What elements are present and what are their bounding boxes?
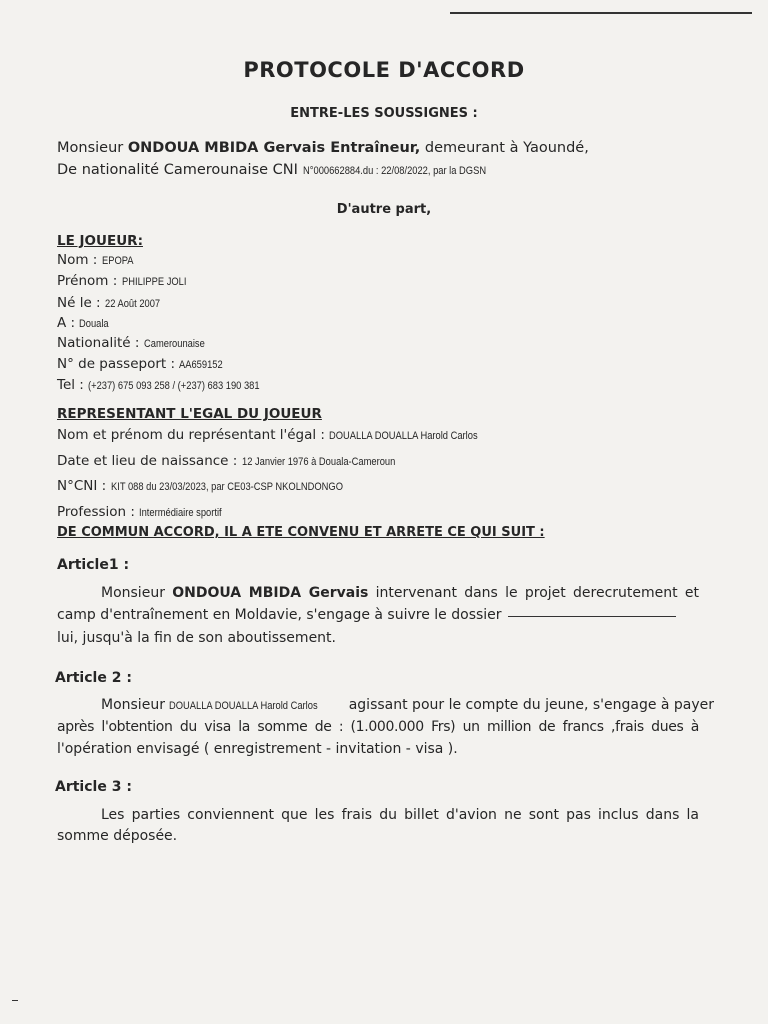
joueur-prenom: Prénom : PHILIPPE JOLI xyxy=(57,273,187,289)
joueur-passeport: N° de passeport : AA659152 xyxy=(57,356,224,372)
party-cni: N°000662884.du : 22/08/2022, par la DGSN xyxy=(302,165,486,177)
article2-line-3: l'opération envisagé ( enregistrement - invitation - visa ). xyxy=(57,741,458,757)
margin-mark xyxy=(12,1000,18,1001)
article3-line-2: somme déposée. xyxy=(57,828,178,844)
document-subtitle: ENTRE-LES SOUSSIGNES : xyxy=(290,106,478,121)
article1-line-3: lui, jusqu'à la fin de son aboutissement. xyxy=(57,630,336,646)
party-name: ONDOUA MBIDA Gervais Entraîneur, xyxy=(127,140,421,156)
document-title: PROTOCOLE D'ACCORD xyxy=(243,58,525,82)
party-line-1: Monsieur ONDOUA MBIDA Gervais Entraîneur, demeurant à Yaoundé, xyxy=(57,140,589,156)
agreement-heading: DE COMMUN ACCORD, IL A ETE CONVENU ET ARRETE CE QUI SUIT : xyxy=(57,525,545,540)
article1-line-2: camp d'entraînement en Moldavie, s'engage à suivre le dossier xyxy=(57,607,676,623)
article2-heading: Article 2 : xyxy=(55,670,132,686)
representant-profession: Profession : Intermédiaire sportif xyxy=(57,504,222,520)
joueur-nom: Nom : EPOPA xyxy=(57,252,134,268)
representant-cni: N°CNI : KIT 088 du 23/03/2023, par CE03-CSP NKOLNDONGO xyxy=(57,478,343,494)
joueur-lieu: A : Douala xyxy=(57,315,110,331)
article1-line-1: Monsieur ONDOUA MBIDA Gervais intervenant dans le projet derecrutement et xyxy=(101,585,699,601)
representant-nom: Nom et prénom du représentant l'égal : DOUALLA DOUALLA Harold Carlos xyxy=(57,427,478,443)
article2-line-2: après l'obtention du visa la somme de : (1.000.000 Frs) un million de francs ,frais dues à xyxy=(57,719,699,735)
joueur-heading: LE JOUEUR: xyxy=(57,233,143,249)
representant-naissance: Date et lieu de naissance : 12 Janvier 1976 à Douala-Cameroun xyxy=(57,453,395,469)
article2-line-1: Monsieur DOUALLA DOUALLA Harold Carlos agissant pour le compte du jeune, s'engage à payer xyxy=(101,697,715,713)
blank-field xyxy=(508,616,676,617)
other-part: D'autre part, xyxy=(336,202,432,217)
joueur-naissance: Né le : 22 Août 2007 xyxy=(57,295,161,311)
article1-heading: Article1 : xyxy=(57,557,130,573)
article3-line-1: Les parties conviennent que les frais du billet d'avion ne sont pas inclus dans la xyxy=(101,807,699,823)
joueur-nationalite: Nationalité : Camerounaise xyxy=(57,335,205,351)
joueur-telephone: Tel : (+237) 675 093 258 / (+237) 683 190 381 xyxy=(57,377,260,393)
article3-heading: Article 3 : xyxy=(55,779,132,795)
representant-heading: REPRESENTANT L'EGAL DU JOUEUR xyxy=(57,406,322,422)
party-line-2: De nationalité Camerounaise CNI N°000662884.du : 22/08/2022, par la DGSN xyxy=(57,162,486,178)
top-rule xyxy=(450,12,752,14)
